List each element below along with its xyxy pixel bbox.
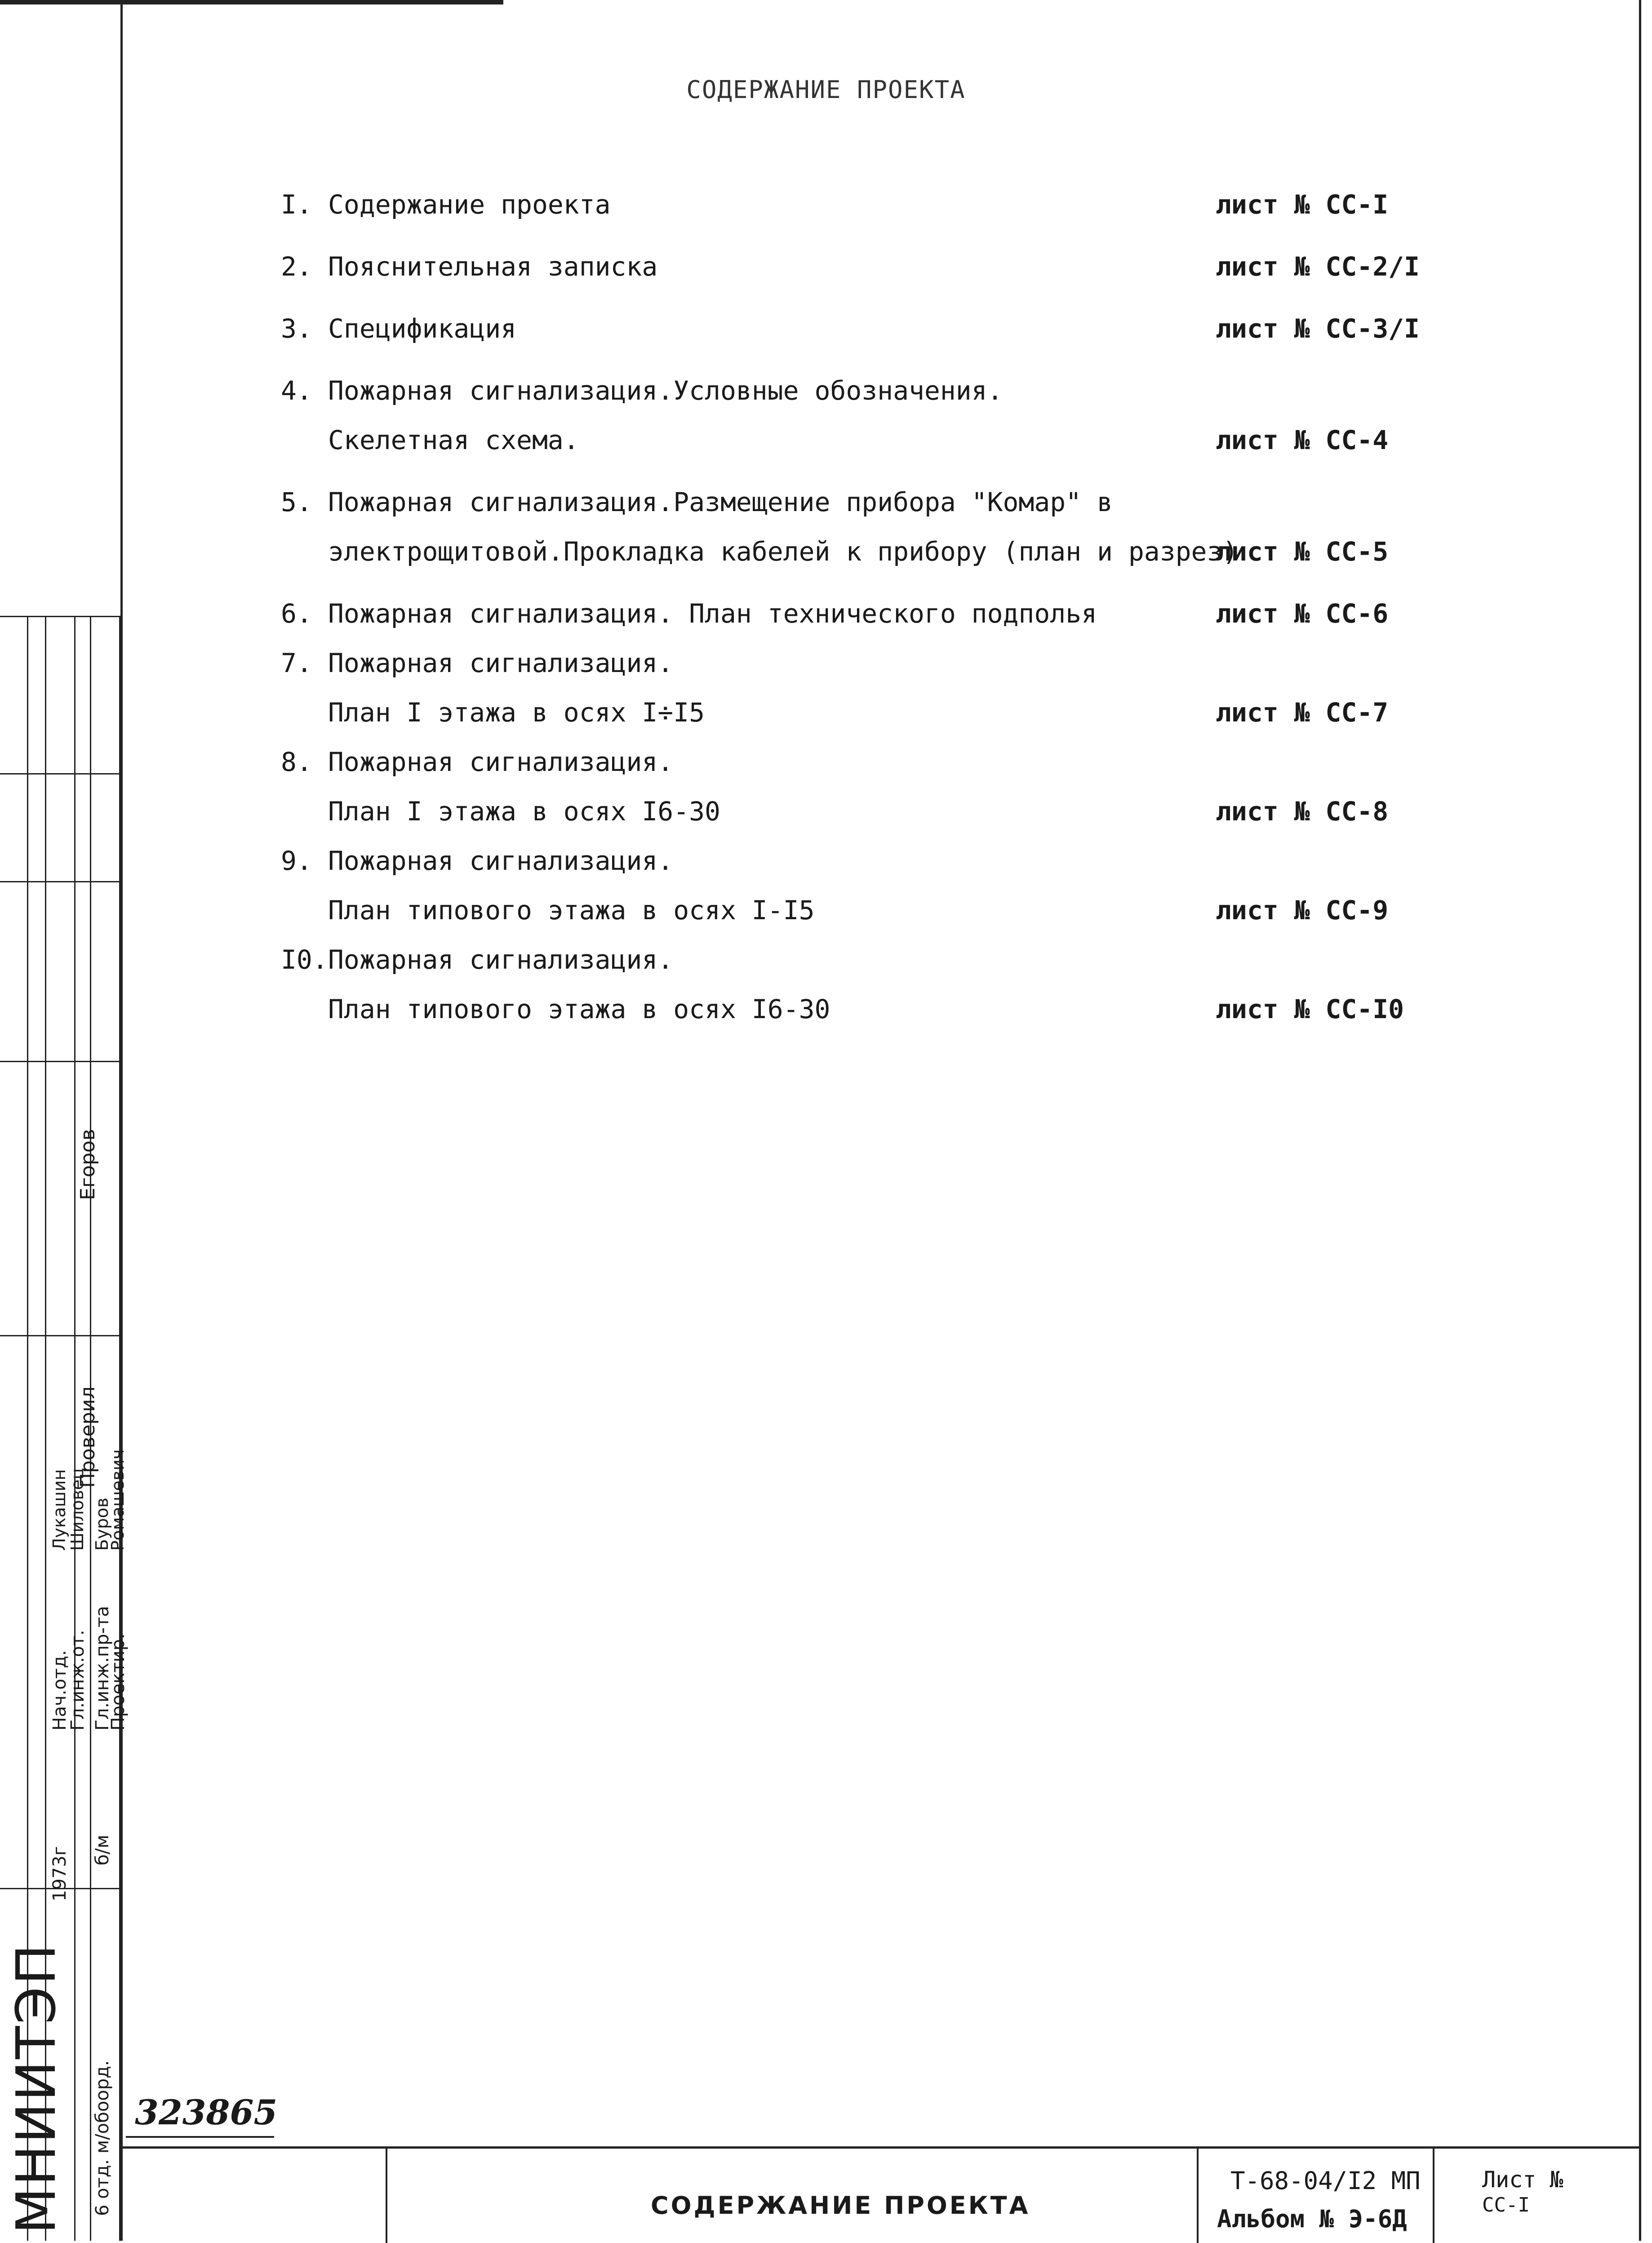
- toc-text: Пожарная сигнализация.Условные обозначения.: [328, 375, 1003, 406]
- toc-text: План I этажа в осях I6-30: [328, 796, 720, 827]
- toc-item: [281, 935, 1449, 984]
- stamp-role: Проектир.: [108, 1633, 129, 1731]
- stamp-role: Гл.инж.от.: [67, 1629, 88, 1731]
- toc-item: [281, 737, 1449, 787]
- toc-number: 3.: [281, 313, 312, 344]
- toc-item-continuation: [281, 984, 1449, 1034]
- title-block-project-code: Т-68-04/I2 МП: [1230, 2167, 1421, 2195]
- toc-item: [281, 366, 1449, 415]
- title-block-sheet-value: СС-I: [1482, 2194, 1530, 2216]
- toc-text: Скелетная схема.: [328, 425, 579, 455]
- toc-text: Спецификация: [328, 313, 517, 344]
- toc-item-continuation: [281, 527, 1449, 576]
- toc-number: 6.: [281, 598, 312, 629]
- title-block: [120, 2146, 1641, 2243]
- toc-text: План типового этажа в осях I-I5: [328, 895, 815, 926]
- toc-sheet-ref: лист № СС-8: [1216, 796, 1389, 827]
- document-title: СОДЕРЖАНИЕ ПРОЕКТА: [686, 76, 966, 104]
- toc-item: [281, 304, 1449, 353]
- stamp-check-name: Егоров: [76, 1129, 99, 1200]
- toc-item: [281, 180, 1449, 229]
- toc-number: 9.: [281, 846, 312, 876]
- toc-sheet-ref: лист № СС-2/I: [1216, 251, 1420, 282]
- toc-item: [281, 477, 1449, 527]
- toc-item-continuation: [281, 787, 1449, 836]
- stamp-scale: б/м: [92, 1834, 113, 1865]
- toc-sheet-ref: лист № СС-I: [1216, 189, 1389, 220]
- toc-item: [281, 589, 1449, 638]
- stamp-name: Шиловец: [67, 1468, 87, 1551]
- toc-item: [281, 836, 1449, 886]
- toc-sheet-ref: лист № СС-9: [1216, 895, 1389, 926]
- stamp-role: Гл.инж.пр-та: [92, 1606, 113, 1731]
- toc-text: электрощитовой.Прокладка кабелей к прибору (план и разрез): [328, 536, 1239, 567]
- toc-number: I0.: [281, 944, 328, 975]
- toc-text: Пожарная сигнализация.: [328, 846, 674, 876]
- inventory-underline: [126, 2136, 274, 2138]
- toc-sheet-ref: лист № СС-7: [1216, 697, 1389, 728]
- inventory-number: 323865: [135, 2092, 278, 2132]
- title-block-sheet-name: СОДЕРЖАНИЕ ПРОЕКТА: [651, 2191, 1030, 2220]
- toc-number: 8.: [281, 747, 312, 777]
- toc-sheet-ref: лист № СС-5: [1216, 536, 1389, 567]
- toc-number: 2.: [281, 251, 312, 282]
- toc-text: Пожарная сигнализация.Размещение прибора "Комар" в: [328, 487, 1113, 517]
- left-margin-stamp: [0, 616, 129, 2241]
- toc-sheet-ref: лист № СС-6: [1216, 598, 1389, 629]
- toc-text: План типового этажа в осях I6-30: [328, 994, 830, 1024]
- stamp-role: Нач.отд.: [49, 1650, 70, 1731]
- toc-text: Пожарная сигнализация.: [328, 648, 674, 678]
- toc-text: План I этажа в осях I÷I5: [328, 697, 705, 728]
- toc-number: 4.: [281, 375, 312, 406]
- toc-sheet-ref: лист № СС-I0: [1216, 994, 1404, 1024]
- title-block-sheet-label: Лист №: [1482, 2167, 1563, 2193]
- stamp-organization: МНИИТЭП: [5, 1942, 68, 2234]
- toc-sheet-ref: лист № СС-4: [1216, 425, 1389, 455]
- toc-item-continuation: [281, 688, 1449, 737]
- toc-number: I.: [281, 189, 312, 220]
- toc-number: 5.: [281, 487, 312, 517]
- stamp-name: Лукашин: [49, 1469, 69, 1551]
- toc-text: Пожарная сигнализация. План технического подполья: [328, 598, 1097, 629]
- stamp-department: 6 отд. м/обоорд.: [92, 2060, 113, 2216]
- toc-item-continuation: [281, 415, 1449, 465]
- toc-item-continuation: [281, 886, 1449, 935]
- toc-text: Пояснительная записка: [328, 251, 658, 282]
- stamp-check-label: Проверил: [76, 1386, 99, 1488]
- stamp-year: 1973г: [49, 1846, 70, 1901]
- table-of-contents: [281, 180, 1449, 1034]
- toc-text: Пожарная сигнализация.: [328, 747, 674, 777]
- toc-text: Пожарная сигнализация.: [328, 944, 674, 975]
- stamp-name: Буров: [92, 1497, 112, 1551]
- toc-number: 7.: [281, 648, 312, 678]
- toc-sheet-ref: лист № СС-3/I: [1216, 313, 1420, 344]
- toc-item: [281, 242, 1449, 291]
- toc-text: Содержание проекта: [328, 189, 611, 220]
- toc-item: [281, 638, 1449, 688]
- stamp-name: Ромашевич: [108, 1449, 128, 1551]
- title-block-album: Альбом № Э-6Д: [1217, 2205, 1407, 2233]
